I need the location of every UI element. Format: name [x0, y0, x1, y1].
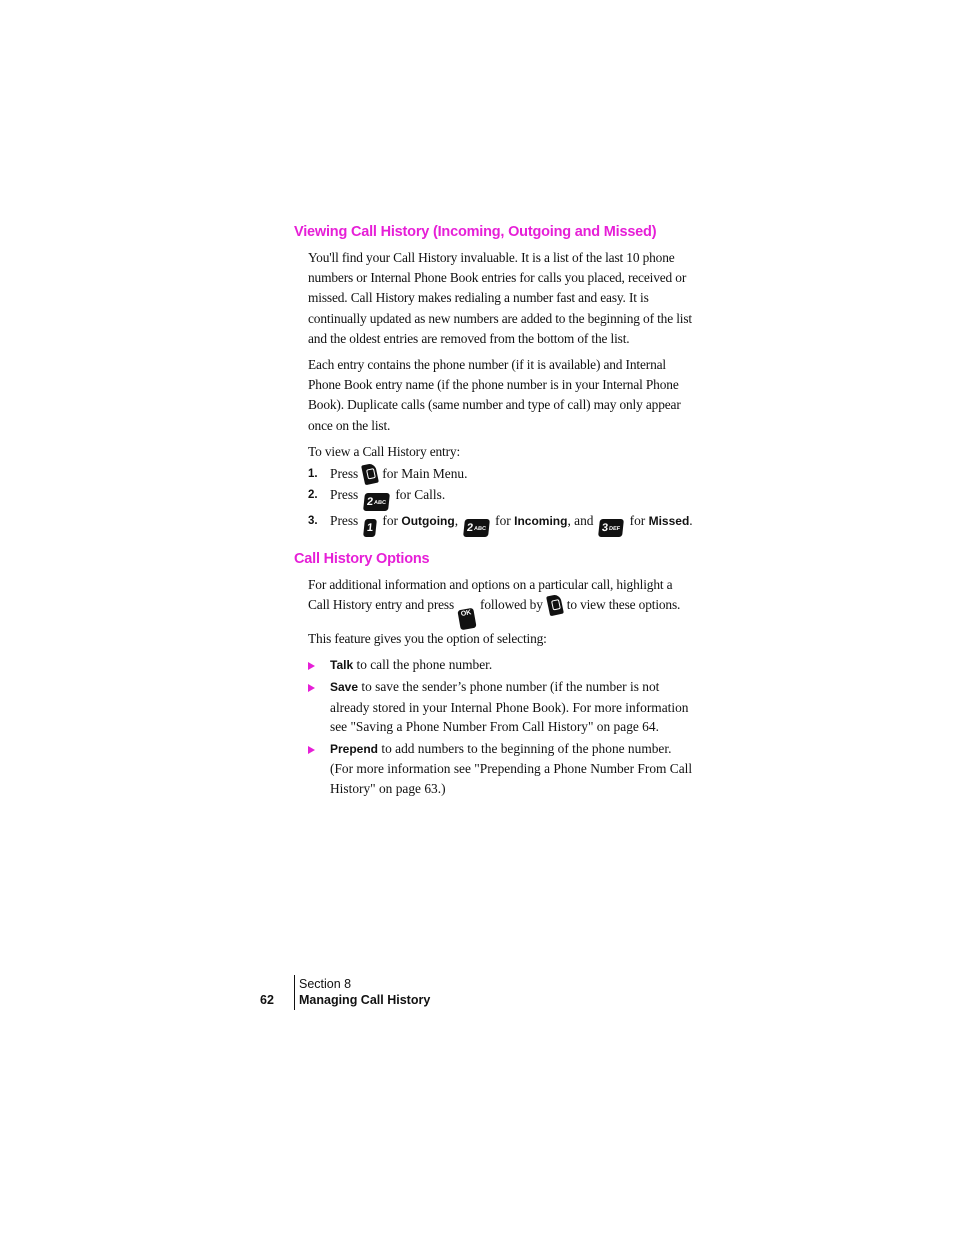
paragraph-options: For additional information and options on a particular call, highlight a Call History entry and pressOKfollowed by to view these options. This feature gives you the option of selecting:: [308, 576, 681, 646]
step-text: Press: [330, 466, 359, 482]
list-item-save: Save to save the sender’s phone number (if the number is not already stored in your Internal Phone Book). For more information see "Saving a Phone Number From Call History" on page 64.: [294, 677, 694, 737]
list-item-talk: Talk to call the phone number.: [294, 655, 694, 676]
step-text: for: [382, 512, 399, 528]
ok-key-icon: OK: [457, 607, 476, 629]
key-2-icon: 2ABC: [363, 493, 390, 511]
triangle-right-icon: [308, 684, 315, 692]
key-1-icon: 1: [363, 519, 377, 537]
step-text: Press: [330, 512, 359, 528]
triangle-right-icon: [308, 746, 315, 754]
option-outgoing: Outgoing: [401, 513, 455, 528]
steps-list: [294, 464, 694, 537]
step-text: for Calls.: [395, 486, 446, 502]
list-item-prepend: Prepend to add numbers to the beginning of the phone number. (For more information see "Prepending a Phone Number From Call History" on page 63.): [294, 739, 694, 799]
step-number: 1.: [308, 468, 318, 481]
options-list: [294, 655, 694, 799]
option-missed: Missed: [648, 513, 690, 528]
step-text: Press: [330, 486, 359, 502]
paragraph-view-entry: To view a Call History entry:: [308, 443, 461, 459]
footer-section: Section 8: [299, 977, 352, 991]
section-heading-viewing: Viewing Call History (Incoming, Outgoing and Missed): [294, 224, 657, 240]
key-2-icon: 2ABC: [463, 519, 490, 537]
step-text: ,: [454, 512, 459, 528]
paragraph-intro: You'll find your Call History invaluable. It is a list of the last 10 phone numbers or Internal Phone Book entries for calls you placed, received or missed. Call History makes redialing a number fast and easy. It is continually updated as new numbers are added to the beginning of the list and the oldest entries are removed from the bottom of the list.: [308, 250, 692, 346]
footer-section-title: Managing Call History: [299, 993, 431, 1007]
step-text: for: [629, 512, 646, 528]
step-3: [294, 511, 694, 537]
step-text: for Main Menu.: [382, 466, 468, 482]
step-1: [294, 464, 694, 485]
page-content: [294, 222, 694, 800]
section-heading-options: Call History Options: [294, 550, 430, 567]
step-number: 2.: [308, 488, 318, 501]
step-text: , and: [567, 512, 594, 528]
key-3-icon: 3DEF: [599, 519, 625, 537]
step-number: 3.: [308, 514, 318, 527]
paragraph-entry: Each entry contains the phone number (if it is available) and Internal Phone Book entry name (if the phone number is in your Internal Phone Book). Duplicate calls (same number and type of call) may only appear once on the list.: [308, 357, 681, 433]
step-text: .: [689, 512, 693, 528]
step-text: for: [495, 512, 511, 528]
option-incoming: Incoming: [514, 513, 568, 528]
page-number: 62: [260, 993, 274, 1007]
menu-softkey-icon: [546, 593, 564, 615]
triangle-right-icon: [308, 662, 315, 670]
menu-softkey-icon: [361, 463, 379, 485]
step-2: [294, 485, 694, 511]
footer-divider: [294, 975, 295, 1010]
